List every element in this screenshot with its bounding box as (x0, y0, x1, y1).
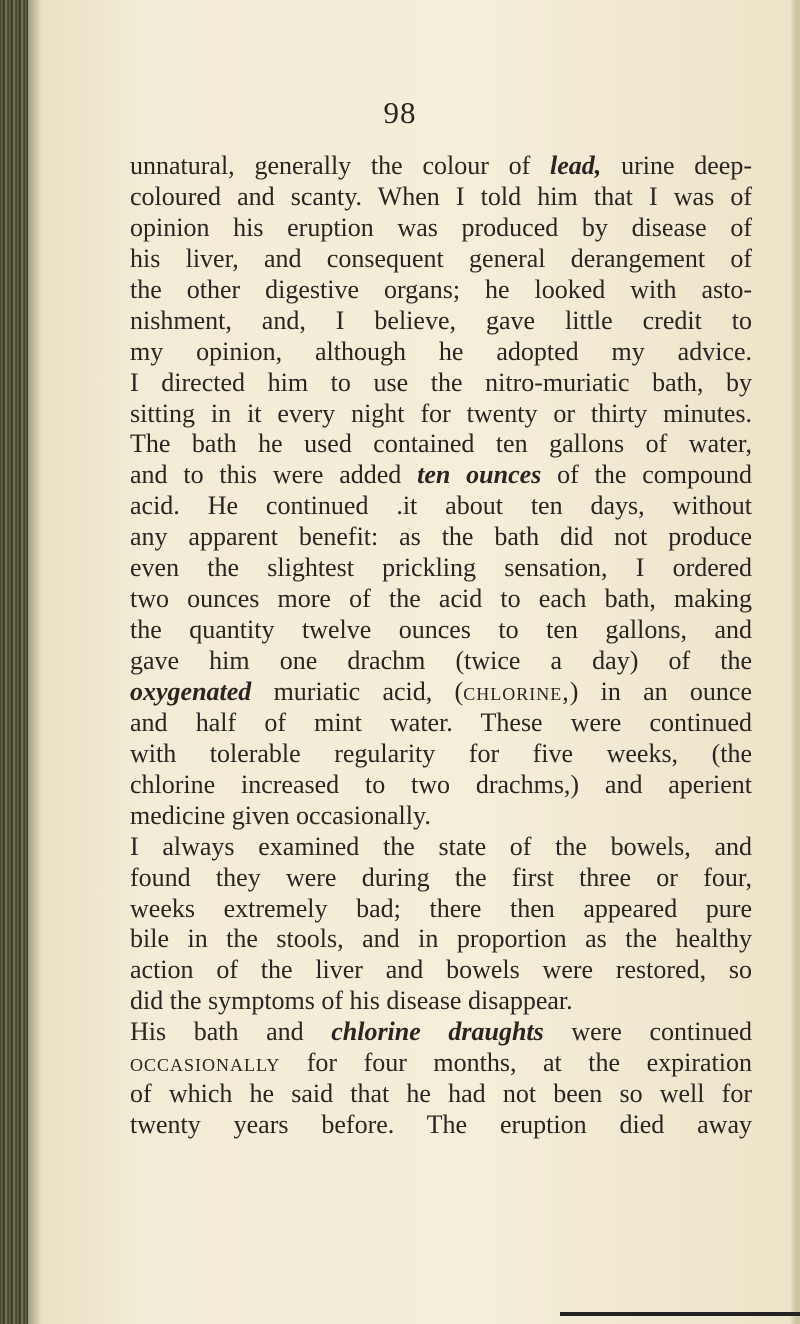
text-line: oxygenated muriatic acid, (chlorine,) in an ounce (130, 676, 752, 706)
text-line: acid. He continued .it about ten days, without (130, 491, 752, 521)
text-line: unnatural, generally the colour of lead, urine deep- (130, 151, 752, 180)
page-edge (790, 0, 800, 1324)
body-text (130, 151, 752, 1141)
text-line: twenty years before. The eruption died away (130, 1110, 752, 1140)
text-line: the quantity twelve ounces to ten gallons, and (130, 615, 752, 645)
text-line: chlorine increased to two drachms,) and aperient (130, 769, 752, 799)
text-line: bile in the stools, and in proportion as the healthy (130, 924, 752, 954)
text-line: sitting in it every night for twenty or thirty minutes. (130, 398, 752, 428)
text-line: occasionally for four months, at the expiration (130, 1048, 752, 1078)
text-line: of which he said that he had not been so well for (130, 1079, 752, 1109)
text-line: coloured and scanty. When I told him that I was of (130, 181, 752, 211)
text-line: I directed him to use the nitro-muriatic bath, by (130, 367, 752, 397)
text-line: action of the liver and bowels were restored, so (130, 955, 752, 985)
text-line: his liver, and consequent general derangement of (130, 243, 752, 273)
text-line: gave him one drachm (twice a day) of the (130, 646, 752, 675)
text-line: I always examined the state of the bowels, and (130, 831, 752, 861)
book-binding (0, 0, 28, 1324)
text-line: medicine given occasionally. (130, 800, 431, 830)
text-line: my opinion, although he adopted my advice. (130, 336, 752, 366)
text-line: His bath and chlorine draughts were continued (130, 1017, 753, 1047)
text-line: and half of mint water. These were continued (130, 707, 752, 737)
text-line: and to this were added ten ounces of the compound (130, 460, 752, 490)
text-line: any apparent benefit: as the bath did not produce (130, 522, 752, 552)
text-line: even the slightest prickling sensation, I ordered (130, 553, 752, 583)
text-line: nishment, and, I believe, gave little credit to (130, 305, 752, 335)
text-line: with tolerable regularity for five weeks, (the (130, 738, 752, 768)
text-line: did the symptoms of his disease disappear. (130, 986, 573, 1016)
page-number: 98 (383, 95, 417, 130)
text-line: two ounces more of the acid to each bath, making (130, 584, 752, 614)
text-line: found they were during the first three or four, (130, 862, 752, 892)
text-line: opinion his eruption was produced by disease of (130, 212, 752, 242)
page-bottom-shadow (560, 1312, 800, 1316)
text-line: The bath he used contained ten gallons of water, (130, 429, 752, 459)
text-line: the other digestive organs; he looked with asto- (130, 274, 752, 304)
text-line: weeks extremely bad; there then appeared pure (130, 893, 752, 923)
